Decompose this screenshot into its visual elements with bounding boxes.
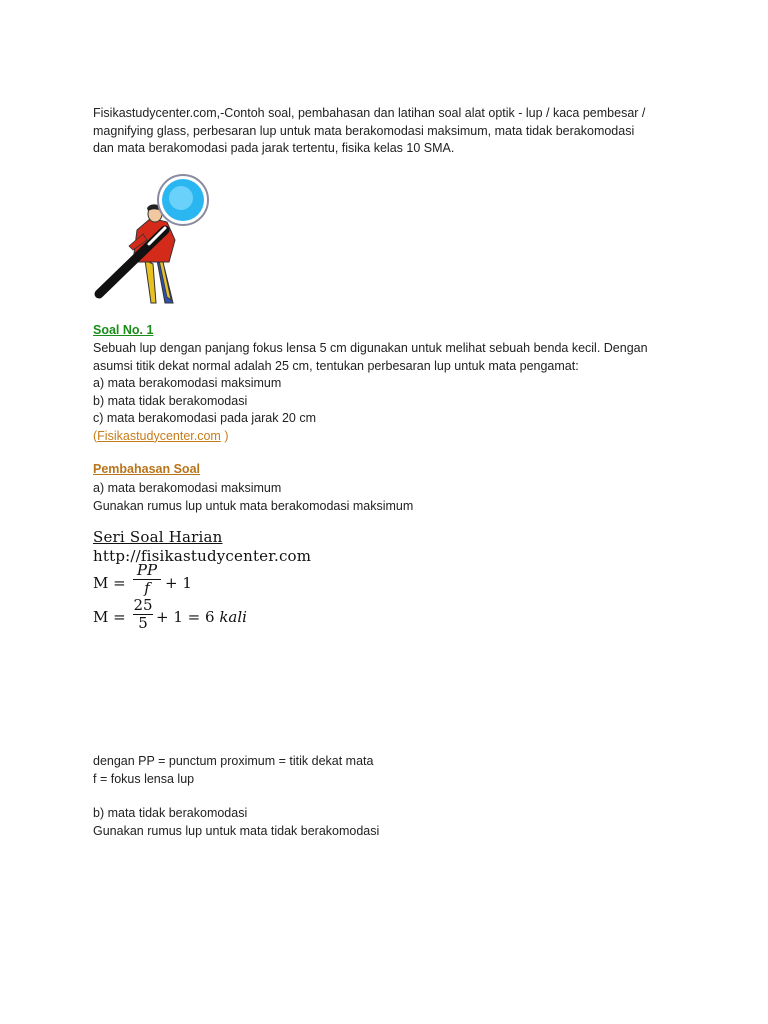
pembahasan-item-a: a) mata berakomodasi maksimum [93,481,282,495]
bagian-b-item: b) mata tidak berakomodasi [93,806,248,820]
formula-m1-rhs: + 1 [165,574,192,592]
keterangan-f: f = fokus lensa lup [93,771,195,786]
keterangan-pp: dengan PP = punctum proximum = titik dekat mata [93,754,374,768]
soal-heading[interactable]: Soal No. 1 [93,323,154,337]
intro-line: Fisikastudycenter.com,-Contoh soal, pembahasan dan latihan soal alat optik - lup / kaca pembesar / [93,106,646,120]
formula-title: Seri Soal Harian [93,528,223,546]
pembahasan-block [93,480,683,515]
source-line [93,428,683,446]
pembahasan-rumus-a: Gunakan rumus lup untuk mata berakomodasi maksimum [93,498,414,513]
intro-line: dan mata berakomodasi pada jarak tertentu, fisika kelas 10 SMA. [93,141,455,155]
soal-item-c: c) mata berakomodasi pada jarak 20 cm [93,411,317,425]
source-close: ) [220,428,229,443]
soal-line: asumsi titik dekat normal adalah 25 cm, tentukan perbesaran lup untuk mata pengamat: [93,358,579,373]
formula-m1-numerator: PP [136,561,158,579]
soal-item-b: b) mata tidak berakomodasi [93,393,248,408]
formula-m1-fraction [133,563,161,596]
soal-item-a: a) mata berakomodasi maksimum [93,376,282,390]
source-link[interactable]: Fisikastudycenter.com [97,428,221,443]
soal-line: Sebuah lup dengan panjang fokus lensa 5 cm digunakan untuk melihat sebuah benda kecil. Dengan [93,341,648,355]
soal-block [93,340,683,445]
bagian-b-rumus: Gunakan rumus lup untuk mata tidak berakomodasi [93,823,380,838]
formula-m2-rhs-text: + 1 = 6 [156,608,215,626]
formula-m2-fraction [133,598,153,631]
bagian-b-block [93,805,683,840]
formula-m2-numerator: 25 [133,596,153,614]
formula-url: http://fisikastudycenter.com [93,547,312,565]
intro-line: magnifying glass, perbesaran lup untuk mata berakomodasi maksimum, mata tidak berakomodasi [93,123,635,138]
source-open: ( [93,428,98,443]
intro-paragraph [93,105,683,158]
formula-image [93,528,313,638]
formula-m2-rhs [156,608,247,626]
magnifying-glass-illustration [93,172,213,307]
formula-m2-denominator: 5 [138,614,148,632]
formula-m1-denominator: f [144,579,150,597]
formula-m2-lhs: M = [93,608,126,626]
formula-m1-lhs: M = [93,574,126,592]
pembahasan-heading[interactable]: Pembahasan Soal [93,462,200,476]
formula-m2-unit: kali [219,608,247,626]
keterangan-block [93,753,683,788]
